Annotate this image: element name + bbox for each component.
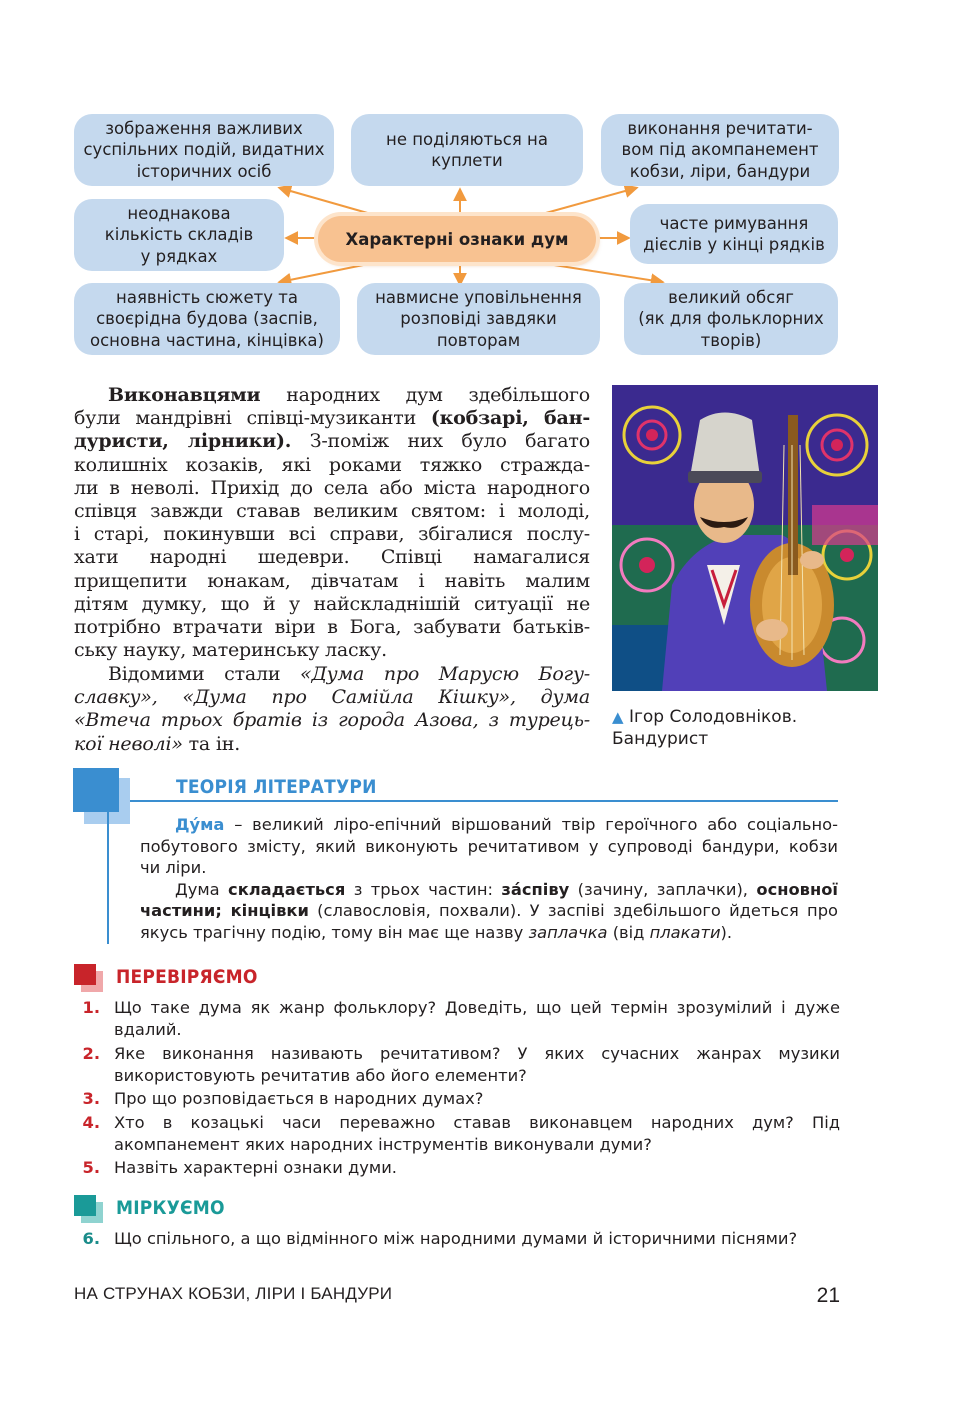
arrow-top-right: [535, 188, 636, 216]
italic-text: заплачка: [528, 922, 608, 942]
bold-text: складається: [228, 879, 346, 899]
painting-caption: [612, 706, 882, 750]
feature-bubble-syllables: неоднакова кількість складів у рядках: [74, 199, 284, 271]
question-number: 1.: [82, 998, 100, 1017]
caption-title: Бандурист: [612, 729, 709, 749]
theory-square-icon: [73, 768, 119, 812]
text-line: та ін.: [182, 732, 241, 755]
check-heading: ПЕРЕВІРЯЄМО: [116, 966, 258, 988]
bold-text: (кобзарі, бан-: [430, 407, 590, 430]
bold-text: дуристи, лірники).: [74, 430, 292, 453]
article-paragraph-performers: [74, 384, 590, 662]
question-text: акомпанемент яких народних інструментів виконували думи?: [114, 1134, 652, 1154]
reflect-heading: МІРКУЄМО: [116, 1197, 225, 1219]
theory-term: Ду́ма: [175, 815, 225, 834]
diagram-center-title: Характерні ознаки дум: [318, 216, 596, 262]
bold-text: частини; кінцівки: [140, 901, 309, 920]
question-number: 3.: [82, 1089, 100, 1108]
feature-bubble-rhyme: часте римування дієслів у кінці рядків: [630, 204, 838, 264]
question-item: [78, 1088, 840, 1110]
question-text: використовують речитатив або його елементи?: [114, 1065, 527, 1085]
bold-term-performers: Виконавцями: [108, 384, 261, 406]
text-line: колишніх козаків, які роками тяжко страждa-: [74, 453, 590, 476]
question-text: Що спільного, а що відмінного між народними думами й історичними піснями?: [114, 1229, 798, 1248]
question-item: [78, 1228, 840, 1250]
text-line: з трьох частин:: [345, 879, 502, 899]
italic-text: плакати: [649, 922, 721, 942]
text-line: ську науку, материнську ласку.: [74, 639, 387, 662]
text-line: – великий ліро-епічний віршований твір героїчного або соціально-: [224, 815, 838, 834]
question-number: 5.: [82, 1158, 100, 1177]
reflect-square-icon: [74, 1195, 96, 1216]
feature-bubble-plot: наявність сюжету та своєрідна будова (заспів, основна частина, кінцівка): [74, 283, 340, 355]
question-item: [78, 1157, 840, 1179]
text-line: дітям думку, що й у найскладнішій ситуації не: [74, 592, 590, 615]
theory-heading-rule: [130, 800, 838, 802]
feature-bubble-volume: великий обсяг (як для фольклорних творів): [624, 283, 838, 355]
text-line: чи ліри.: [140, 858, 207, 877]
arrow-bottom-left: [280, 262, 378, 282]
arrow-top-left: [280, 188, 378, 216]
text-line: (славословія, похвали). У заспіві здебільшого йдеться про: [308, 901, 838, 920]
bold-text: основної: [756, 879, 838, 899]
running-footer-title: НА СТРУНАХ КОБЗИ, ЛІРИ І БАНДУРИ: [74, 1284, 393, 1303]
text-line: ли в неволі. Прихід до села або міста народного: [74, 476, 590, 499]
feature-bubble-no-verses: не поділяються на куплети: [351, 114, 583, 186]
feature-bubble-slowing: навмисне уповільнення розповіді завдяки повторам: [357, 283, 600, 355]
question-number: 2.: [82, 1044, 100, 1063]
question-number: 6.: [82, 1229, 100, 1248]
question-item: [78, 1112, 840, 1156]
text-line: (зачину, заплачки),: [569, 879, 757, 899]
italic-title: кої неволі»: [74, 732, 183, 755]
text-line: співця завжди ставав великим святом: і молоді,: [74, 500, 590, 523]
question-text: Про що розповідається в народних думах?: [114, 1089, 484, 1108]
italic-title: славку», «Дума про Самійла Кішку», дума: [74, 686, 590, 709]
text-line: були мандрівні співці-музиканти: [74, 407, 431, 430]
text-line: ).: [720, 922, 733, 942]
theory-heading: ТЕОРІЯ ЛІТЕРАТУРИ: [176, 776, 377, 798]
text-line: Дума: [175, 879, 229, 899]
text-line: потрібно втрачати віри в Бога, забувати батьків-: [74, 616, 590, 639]
text-line: якусь трагічну подію, тому він має ще назву: [140, 922, 529, 942]
arrow-bottom-right: [535, 262, 662, 282]
theory-text: [140, 814, 838, 943]
question-item: [78, 997, 840, 1041]
page-number: 21: [816, 1284, 840, 1307]
text-line: народних дум здебільшого: [286, 384, 590, 406]
question-text: вдалий.: [114, 1019, 182, 1039]
question-text: Назвіть характерні ознаки думи.: [114, 1158, 397, 1177]
text-line: (від: [607, 922, 650, 942]
feature-bubble-events: зображення важливих суспільних подій, видатних історичних осіб: [74, 114, 334, 186]
text-line: Відомими стали: [108, 663, 301, 685]
question-text: Хто в козацькі часи переважно ставав виконавцем народних дум? Під: [114, 1113, 840, 1132]
question-number: 4.: [82, 1113, 100, 1132]
text-line: З-поміж них було багато: [291, 430, 590, 453]
question-text: Яке виконання називають речитативом? У яких сучасних жанрах музики: [114, 1044, 840, 1063]
text-line: прищепити юнакам, дівчатам і навіть малим: [74, 569, 590, 592]
triangle-marker-icon: ▲: [612, 708, 624, 726]
question-item: [78, 1043, 840, 1087]
text-line: хати народні шедеври. Співці намагалися: [74, 546, 590, 569]
italic-title: «Дума про Марусю Богу-: [300, 663, 591, 685]
article-paragraph-famous-dumas: [74, 663, 590, 756]
text-line: і старі, покинувши всі справи, збігалися послу-: [74, 523, 590, 546]
bandurist-painting: [612, 385, 878, 691]
theory-left-rule: [107, 812, 109, 944]
text-line: побутового змісту, який виконують речитативом у супроводі бандури, кобзи: [140, 836, 838, 856]
bold-text: за́співу: [501, 879, 570, 899]
italic-title: «Втеча трьох братів із города Азова, з турець-: [74, 709, 590, 732]
caption-author: Ігор Солодовніков.: [628, 707, 798, 727]
question-text: Що таке дума як жанр фольклору? Доведіть, що цей термін зрозумілий і дуже: [114, 998, 840, 1017]
check-square-icon: [74, 964, 96, 985]
feature-bubble-recitative: виконання речитати- вом під акомпанемент кобзи, ліри, бандури: [601, 114, 839, 186]
